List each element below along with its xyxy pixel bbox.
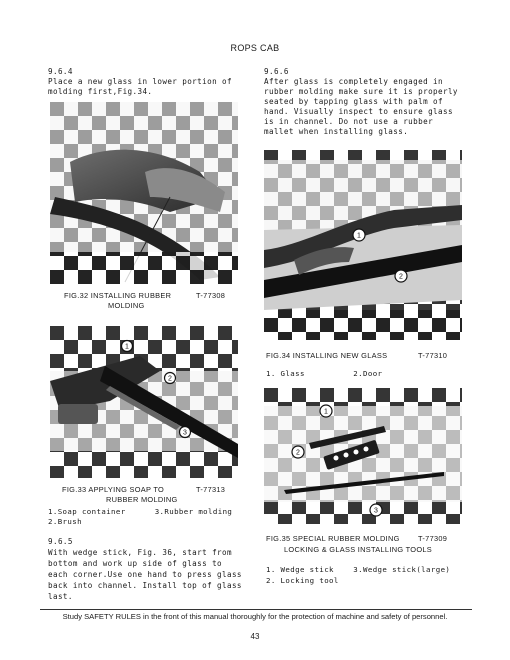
section-9-6-4-number: 9.6.4 [48,67,73,76]
fig35-callout-3-label: 3 [374,507,378,515]
section-9-6-6-line-3: seated by tapping glass with palm of [264,97,443,106]
section-9-6-4-line-1: Place a new glass in lower portion of [48,77,232,86]
fig34-code: T-77310 [418,351,448,360]
fig32-caption: FIG.32 INSTALLING RUBBER [64,291,172,300]
page-title: ROPS CAB [230,43,280,53]
fig33-caption-2: RUBBER MOLDING [106,495,178,504]
fig33-legend-2: 2.Brush [48,517,82,526]
section-9-6-5-line-2: bottom and work up side of glass to [48,559,223,568]
section-9-6-5-number: 9.6.5 [48,537,73,546]
fig35-code: T-77309 [418,534,448,543]
fig33-caption: FIG.33 APPLYING SOAP TO [62,485,165,494]
safety-notice: Study SAFETY RULES in the front of this manual thoroughly for the protection of machine and safety of personnel. [62,612,448,621]
section-9-6-5-line-1: With wedge stick, Fig. 36, start from [48,548,232,557]
section-9-6-5-line-4: back into channel. Install top of glass [48,581,242,590]
section-9-6-6-number: 9.6.6 [264,67,289,76]
fig35-caption: FIG.35 SPECIAL RUBBER MOLDING [266,534,400,543]
fig33-callout-1-label: 1 [125,343,129,351]
fig32-photo [50,102,238,284]
footer-rule [40,609,472,610]
page-number: 43 [250,632,260,641]
section-9-6-4-line-2: molding first,Fig.34. [48,87,153,96]
fig33-photo [50,326,238,478]
fig35-legend-2: 2. Locking tool [266,576,339,585]
fig32-code: T-77308 [196,291,226,300]
fig33-callout-3-label: 3 [183,429,187,437]
section-9-6-6-line-4: hand. Visually inspect to ensure glass [264,107,453,116]
fig34-legend: 1. Glass 2.Door [266,369,383,378]
fig34-caption: FIG.34 INSTALLING NEW GLASS [266,351,388,360]
section-9-6-5-line-3: each corner.Use one hand to press glass [48,570,242,579]
section-9-6-6-line-6: mallet when installing glass. [264,127,409,136]
fig33-legend-1: 1.Soap container 3.Rubber molding [48,507,233,516]
section-9-6-5-line-5: last. [48,592,73,601]
section-9-6-6-line-2: rubber molding make sure it is properly [264,87,458,96]
fig33-code: T-77313 [196,485,226,494]
section-9-6-6-line-1: After glass is completely engaged in [264,77,443,86]
fig32-caption-2: MOLDING [108,301,145,310]
fig35-legend-1: 1. Wedge stick 3.Wedge stick(large) [266,565,451,574]
fig35-photo [264,388,462,524]
fig35-callout-2-label: 2 [296,449,300,457]
fig34-photo [264,150,462,340]
fig35-caption-2: LOCKING & GLASS INSTALLING TOOLS [284,545,433,554]
fig35-callout-1-label: 1 [324,408,328,416]
fig34-callout-2-label: 2 [399,273,403,281]
fig34-callout-1-label: 1 [357,232,361,240]
fig33-callout-2-label: 2 [168,375,172,383]
section-9-6-6-line-5: is in channel. Do not use a rubber [264,117,434,126]
